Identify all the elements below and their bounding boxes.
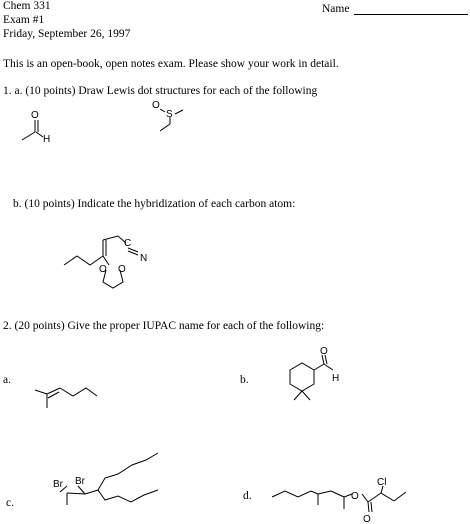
atom-oxygen-5b: O (363, 514, 371, 524)
course-title: Chem 331 (3, 0, 51, 12)
atom-hydrogen-1: H (43, 134, 51, 145)
part-label-d: d. (243, 490, 252, 502)
structure-dibromoalkane (53, 453, 158, 505)
structure-alkene (35, 388, 97, 408)
atom-oxygen-1: O (31, 110, 39, 121)
atom-hydrogen-4: H (332, 373, 340, 384)
atom-bromine-1: Br (53, 479, 63, 490)
name-label: Name (322, 3, 350, 15)
structure-dioxolane-nitrile (64, 236, 147, 288)
structure-ester (272, 477, 406, 524)
atom-oxygen-3b: O (118, 264, 126, 275)
atom-oxygen-5a: O (351, 491, 359, 502)
structure-sulfoxide (152, 100, 183, 131)
part-label-a: a. (3, 374, 11, 386)
part-label-c: c. (6, 497, 14, 509)
part-label-b: b. (240, 374, 249, 386)
structure-acetaldehyde (22, 110, 50, 145)
atom-bromine-2: Br (75, 476, 85, 487)
question-2: 2. (20 points) Give the proper IUPAC name for each of the following: (3, 320, 325, 332)
atom-oxygen-4: O (320, 346, 328, 357)
atom-chlorine: Cl (377, 477, 387, 488)
atom-oxygen-3a: O (99, 264, 107, 275)
atom-carbon-nitrile: C (124, 238, 132, 249)
atom-nitrogen: N (140, 253, 148, 264)
atom-sulfur-2: S (166, 109, 173, 120)
exam-instructions: This is an open-book, open notes exam. Please show your work in detail. (3, 58, 339, 70)
atom-oxygen-2: O (152, 100, 160, 111)
structure-cyclohexane-aldehyde (290, 346, 339, 400)
exam-number: Exam #1 (3, 14, 45, 26)
exam-date: Friday, September 26, 1997 (3, 28, 131, 40)
question-1a: 1. a. (10 points) Draw Lewis dot structures for each of the following (3, 85, 318, 97)
question-1b: b. (10 points) Indicate the hybridization of each carbon atom: (13, 198, 296, 210)
